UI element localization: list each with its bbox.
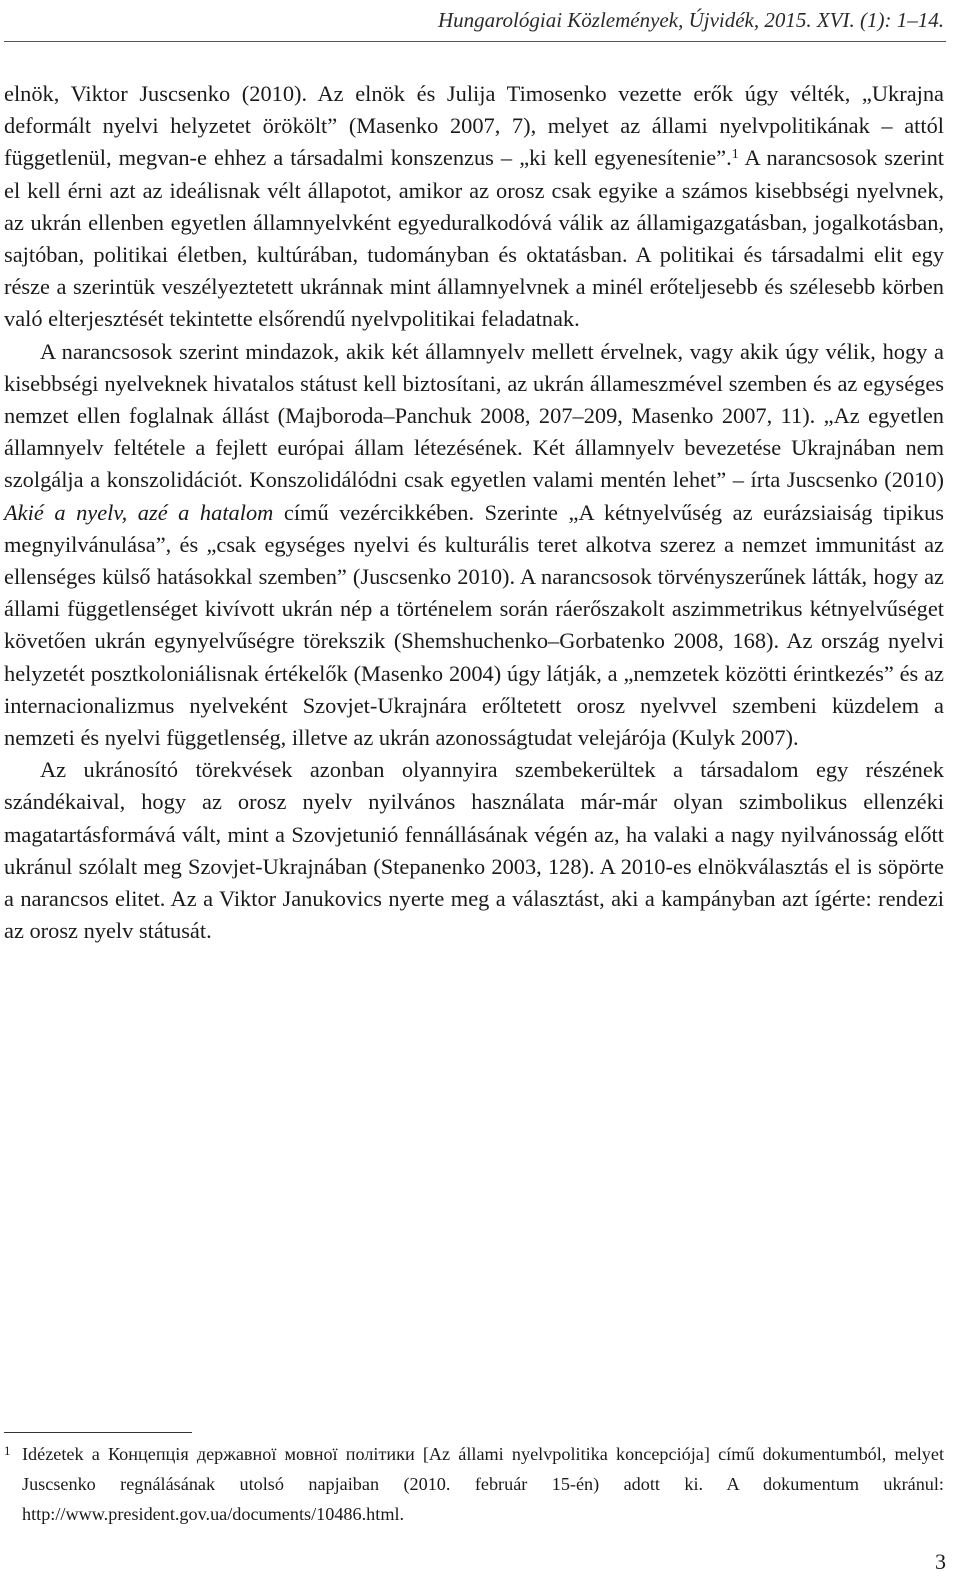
header-rule [4, 41, 946, 42]
body-text [4, 78, 944, 947]
paragraph-1 [4, 78, 944, 336]
cited-article-title: Akié a nyelv, azé a hatalom [4, 499, 274, 525]
footnote [4, 1439, 944, 1529]
paragraph-1-text-a: elnök, Viktor Juscsenko (2010). Az elnök és Julija Timosenko vezette erők úgy vélték, „Ukrajna deformált nyelvi helyzetet örökölt” (Masenko 2007, 7), melyet az állami nyelvpolitikának – attól függetlenül, megvan-e ehhez a társadalmi konszenzus – „ki kell egyenesítenie”. [4, 81, 944, 171]
paragraph-1-text-b: A narancsosok szerint el kell érni azt az ideálisnak vélt állapotot, amikor az orosz csak egyike a számos kisebbségi nyelvnek, az ukrán ellenben egyetlen államnyelvként egyeduralkodóvá válik az államigazgatásban, jogalkotásban, sajtóban, politikai életben, kultúrában, tudományban és oktatásban. A politikai és társadalmi elit egy része a szerintük veszélyeztetett ukránnak mint államnyelvnek a minél erőteljesebb és szélesebb körben való elterjesztését tekintette elsőrendű nyelvpolitikai feladatnak. [4, 145, 944, 332]
paragraph-3: Az ukránosító törekvések azonban olyannyira szembekerültek a társadalom egy részének szándékaival, hogy az orosz nyelv nyilvános használata már-már olyan szimbolikus ellenzéki magatartásformává vált, mint a Szovjetunió fennállásának végén az, ha valaki a nagy nyilvánosság előtt ukránul szólalt meg Szovjet-Ukrajnában (Stepanenko 2003, 128). A 2010-es elnökválasztás el is söpörte a narancsos elitet. Az a Viktor Janukovics nyerte meg a választást, aki a kampányban azt ígérte: rendezi az orosz nyelv státusát. [4, 757, 944, 944]
page-number: 3 [935, 1549, 946, 1574]
paragraph-2-text-b: című vezércikkében. Szerinte „A kétnyelvűség az eurázsiaiság tipikus megnyilvánulása”, és „csak egységes nyelvi és kulturális teret alkotva szerez a nemzet immunitást az ellenséges külső hatásokkal szemben” (Juscsenko 2010). A narancsosok törvényszerűnek látták, hogy az állami függetlenséget kivívott ukrán nép a történelem során ráerőszakolt aszimmetrikus kétnyelvűséget követően ukrán egynyelvűségre törekszik (Shemshuchenko–Gorbatenko 2008, 168). Az ország nyelvi helyzetét posztkoloniálisnak értékelők (Masenko 2004) úgy látják, a „nemzetek közötti érintkezés” és az internacionalizmus nyelveként Szovjet-Ukrajnára erőltetett orosz nyelvvel szembeni küzdelem a nemzeti és nyelvi függetlenség, illetve az ukrán azonosságtudat velejárója (Kulyk 2007). [4, 499, 944, 751]
running-header: Hungarológiai Közlemények, Újvidék, 2015. XVI. (1): 1–14. [437, 8, 944, 32]
paragraph-2 [4, 336, 944, 755]
footnote-text: Idézetek a Концепція державної мовної політики [Az állami nyelvpolitika koncepciója] című dokumentumból, melyet Juscsenko regnálásának utolsó napjaiban (2010. február 15-én) adott ki. A dokumentum ukránul: http://www.president.gov.ua/documents/10486.html. [22, 1444, 944, 1524]
footnote-reference[interactable]: 1 [731, 147, 739, 163]
footnote-mark: 1 [4, 1443, 11, 1458]
paragraph-2-text-a: A narancsosok szerint mindazok, akik két államnyelv mellett érvelnek, vagy akik úgy vélik, hogy a kisebbségi nyelveknek hivatalos státust kell biztosítani, az ukrán állameszmével szemben és az egységes nemzet ellen foglalnak állást (Majboroda–Panchuk 2008, 207–209, Masenko 2007, 11). „Az egyetlen államnyelv feltétele a fejlett európai állam létezésének. Két államnyelv bevezetése Ukrajnában nem szolgálja a konszolidációt. Konszolidálódni csak egyetlen valami mentén lehet” – írta Juscsenko (2010) [4, 338, 944, 493]
footnote-rule [4, 1432, 192, 1433]
